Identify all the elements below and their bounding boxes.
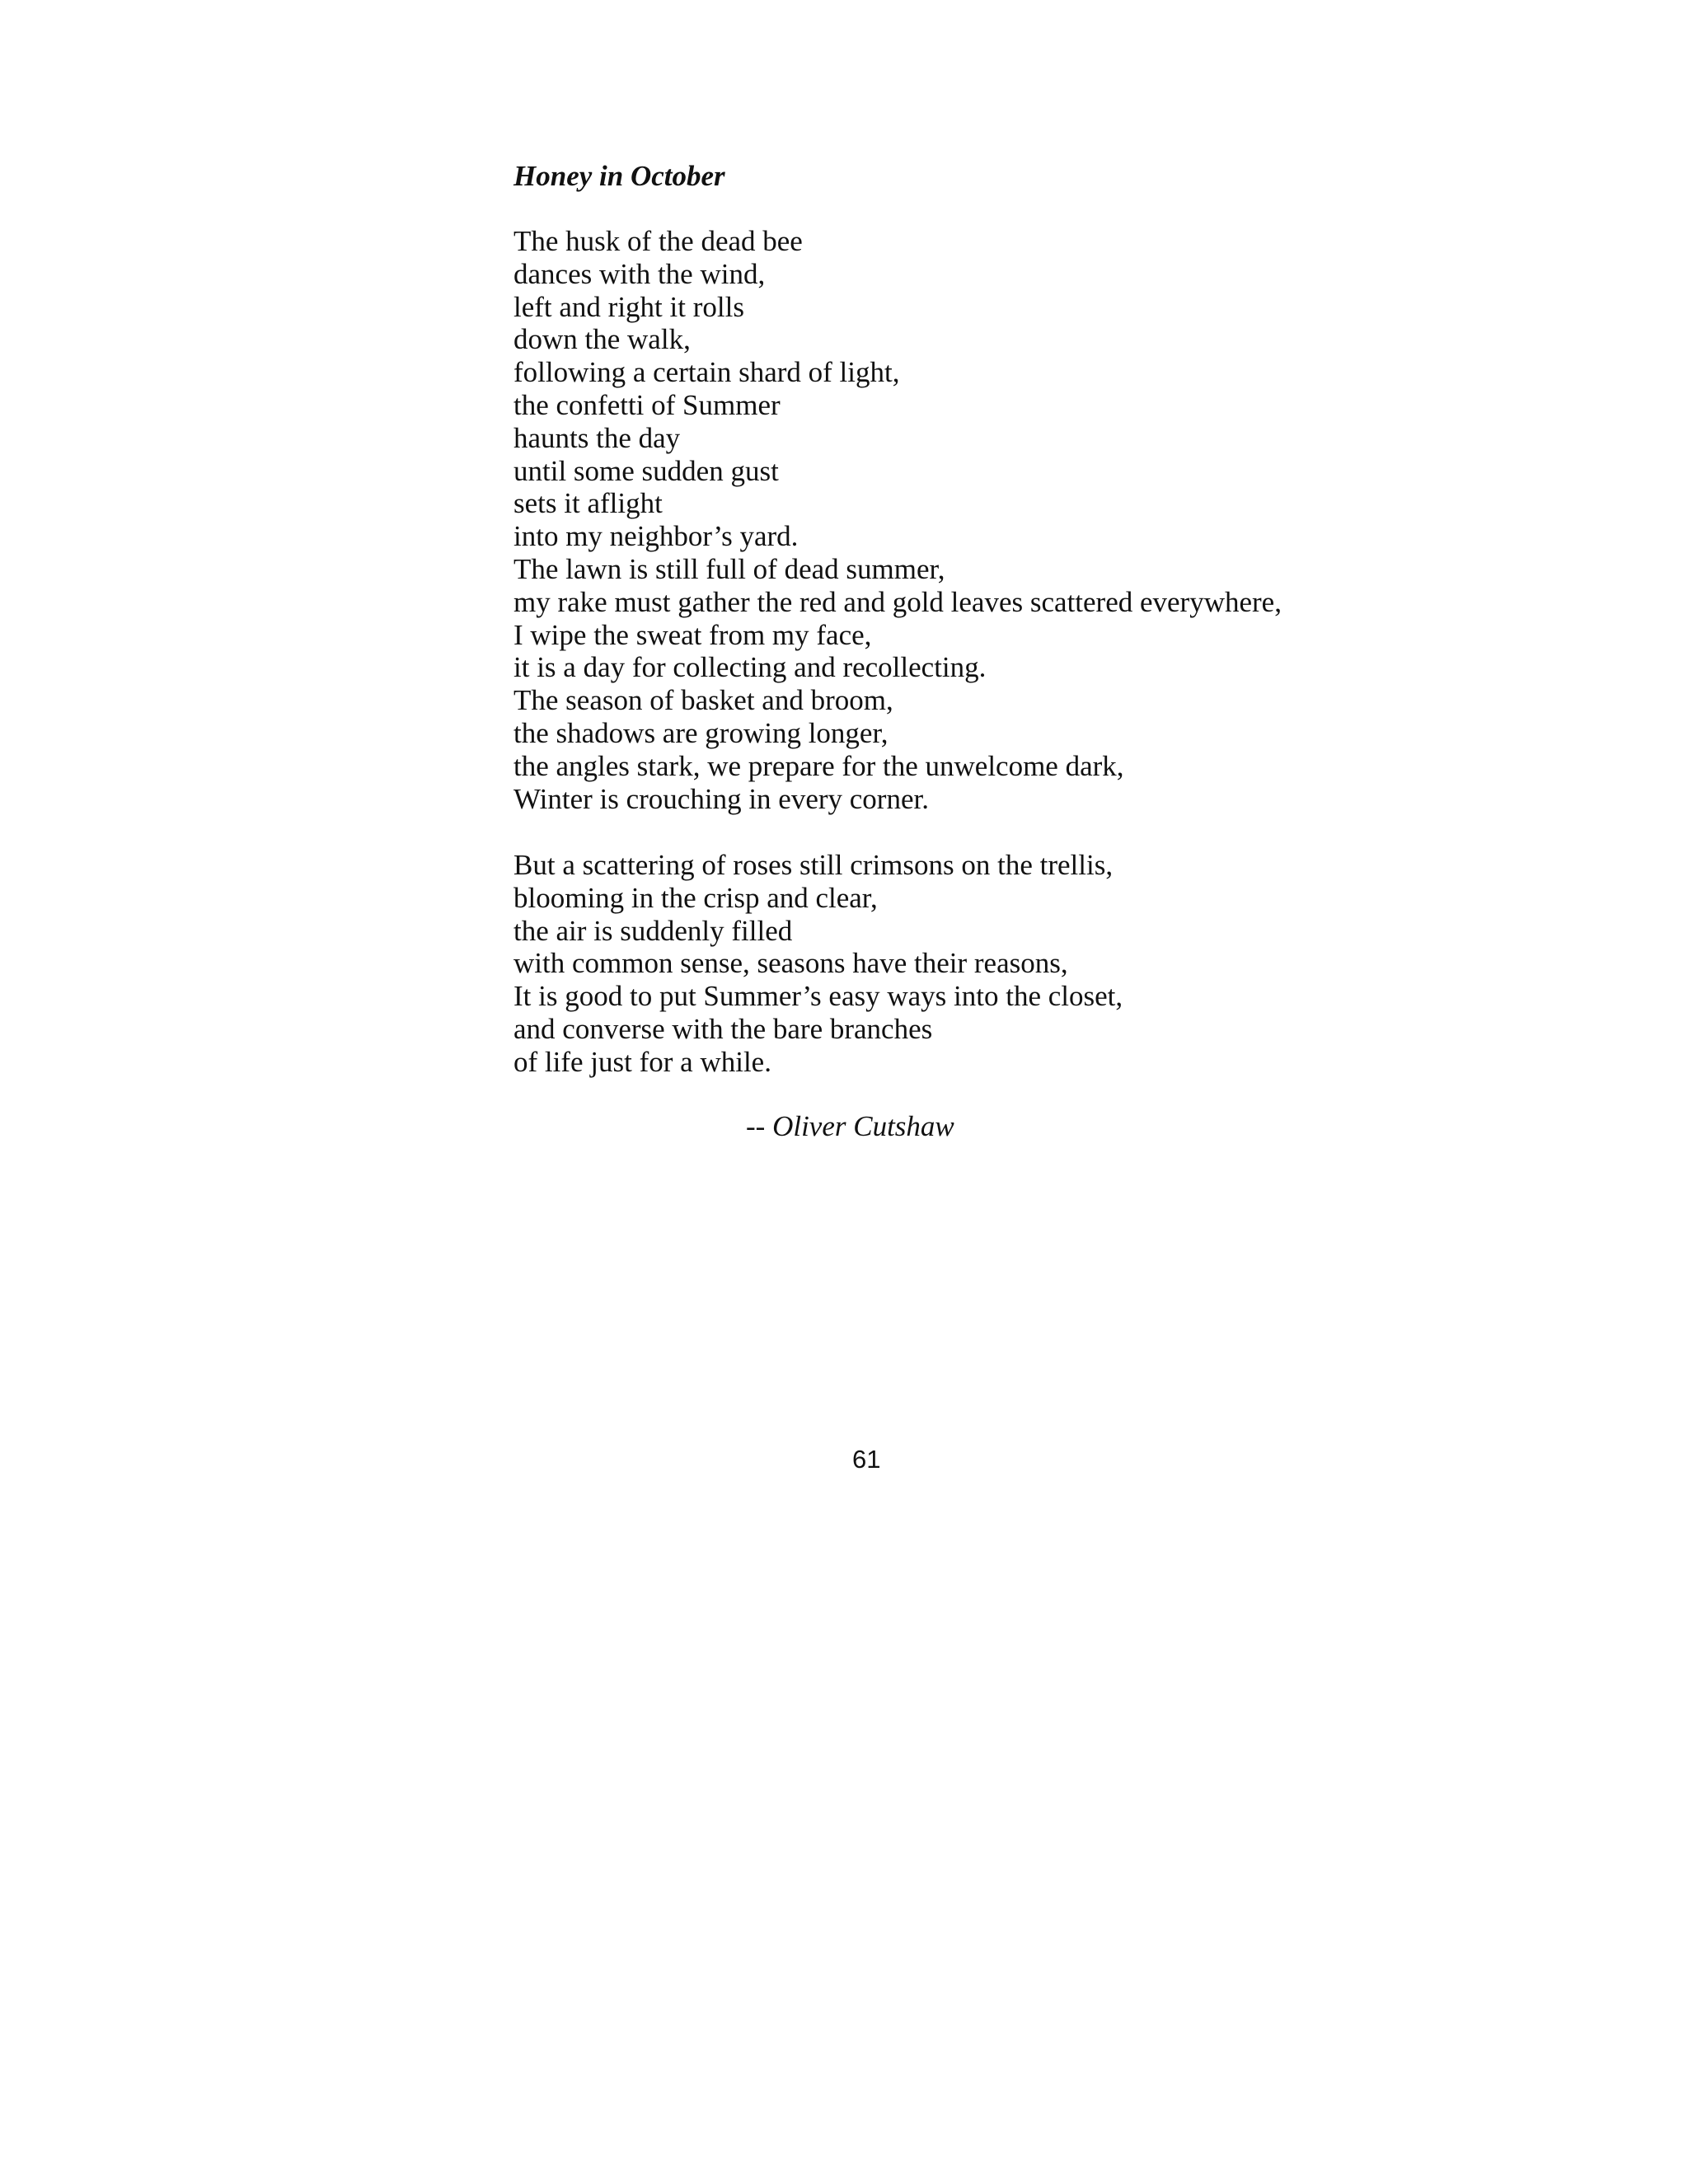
author-name: Oliver Cutshaw xyxy=(772,1110,954,1142)
poem-line: blooming in the crisp and clear, xyxy=(513,881,878,914)
poem-line: But a scattering of roses still crimsons on the trellis, xyxy=(513,849,1114,881)
attribution-dash: -- xyxy=(746,1110,773,1142)
poem-line: and converse with the bare branches xyxy=(513,1012,933,1045)
poem-line: I wipe the sweat from my face, xyxy=(513,618,872,651)
poem-line: with common sense, seasons have their reasons, xyxy=(513,947,1068,980)
poem-line: my rake must gather the red and gold leaves scattered everywhere, xyxy=(513,585,1282,618)
poem-line: The husk of the dead bee xyxy=(513,225,803,257)
poem-stanza-1 xyxy=(513,225,1282,815)
poem-line: down the walk, xyxy=(513,323,691,356)
poem-line: It is good to put Summer’s easy ways into the closet, xyxy=(513,980,1123,1013)
poem-line: the angles stark, we prepare for the unwelcome dark, xyxy=(513,749,1124,782)
poem-line: sets it aflight xyxy=(513,487,663,520)
poem-line: haunts the day xyxy=(513,421,681,454)
poem-line: The season of basket and broom, xyxy=(513,684,893,717)
poem-line: following a certain shard of light, xyxy=(513,356,900,389)
poem-attribution xyxy=(746,1108,954,1145)
poem-line: into my neighbor’s yard. xyxy=(513,520,799,553)
poem-line: the confetti of Summer xyxy=(513,388,781,421)
poem-line: Winter is crouching in every corner. xyxy=(513,782,929,815)
poem-line: left and right it rolls xyxy=(513,290,744,323)
poem-line: of life just for a while. xyxy=(513,1045,771,1078)
poem-line: the air is suddenly filled xyxy=(513,914,793,947)
poem-line: it is a day for collecting and recollecting. xyxy=(513,651,987,684)
poem-line: The lawn is still full of dead summer, xyxy=(513,552,945,585)
poem-line: dances with the wind, xyxy=(513,257,766,290)
poem-title: Honey in October xyxy=(513,160,725,192)
poem-line: until some sudden gust xyxy=(513,454,779,487)
poem-stanza-2 xyxy=(513,849,1123,1079)
poem-line: the shadows are growing longer, xyxy=(513,716,889,749)
page-number: 61 xyxy=(852,1445,881,1474)
